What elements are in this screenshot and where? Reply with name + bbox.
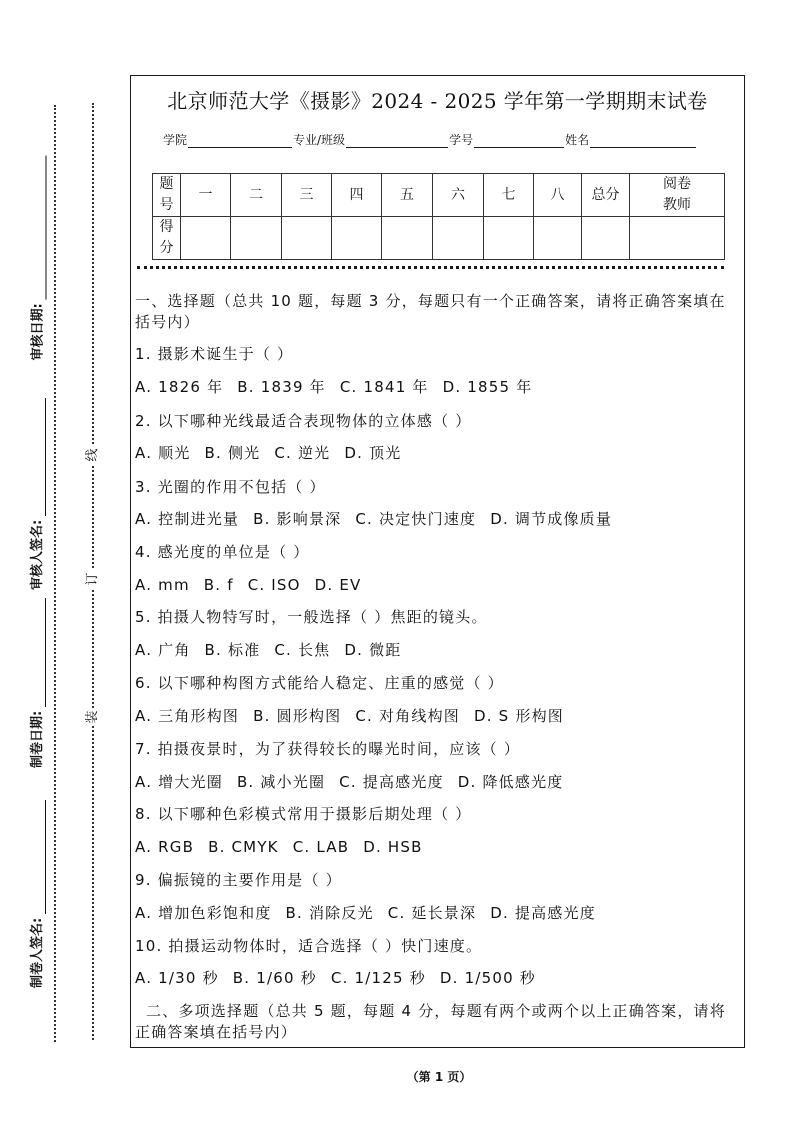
question-7-stem: 7. 拍摄夜景时，为了获得较长的曝光时间，应该（ ）	[135, 740, 521, 758]
question-2-stem: 2. 以下哪种光线最适合表现物体的立体感（ ）	[135, 412, 472, 430]
option-d: D. 1855 年	[442, 378, 533, 396]
option-d: D. EV	[314, 576, 362, 594]
score-cell-4	[332, 217, 382, 260]
option-d: D. 提高感光度	[490, 904, 596, 922]
option-a: A. 增大光圈	[135, 773, 223, 791]
section2-heading: 二、多项选择题（总共 5 题，每题 4 分，每题有两个或两个以上正确答案，请将正确答案填在括号内）	[135, 1002, 726, 1041]
section1-heading: 一、选择题（总共 10 题，每题 3 分，每题只有一个正确答案，请将正确答案填在括号内）	[135, 292, 726, 331]
question-6-stem: 6. 以下哪种构图方式能给人稳定、庄重的感觉（ ）	[135, 674, 504, 692]
compile-date-line	[31, 598, 46, 707]
option-d: D. 调节成像质量	[490, 510, 613, 528]
question-5-stem: 5. 拍摄人物特写时，一般选择（ ）焦距的镜头。	[135, 608, 488, 626]
dotted-separator	[137, 266, 724, 269]
score-cell-8	[534, 217, 582, 260]
score-table	[152, 173, 725, 260]
option-d: D. 顶光	[344, 444, 402, 462]
score-header	[153, 217, 181, 260]
option-b: B. CMYK	[208, 838, 279, 856]
option-a: A. 增加色彩饱和度	[135, 904, 272, 922]
reviewer-signature-label: 审核人签名:	[30, 519, 45, 590]
option-c: C. 1841 年	[339, 378, 429, 396]
question-7-options	[135, 772, 577, 792]
binding-mark-bind: 装	[84, 708, 102, 726]
question-3-stem: 3. 光圈的作用不包括（ ）	[135, 478, 326, 496]
option-c: C. 决定快门速度	[355, 510, 477, 528]
option-b: B. 影响景深	[253, 510, 342, 528]
score-cell-3	[282, 217, 332, 260]
reviewer-label: 阅卷教师	[662, 176, 691, 213]
binding-mark-line: 线	[84, 446, 102, 464]
option-d: D. 1/500 秒	[439, 969, 536, 987]
option-c: C. 提高感光度	[339, 773, 444, 791]
score-cell-total	[582, 217, 630, 260]
question-4-options	[135, 575, 375, 595]
student-id-label: 学号	[449, 133, 474, 147]
reviewer-header	[630, 174, 725, 217]
name-blank	[590, 133, 696, 148]
score-cell-2	[231, 217, 282, 260]
question-3-options	[135, 509, 626, 529]
option-c: C. ISO	[247, 576, 301, 594]
option-a: A. 顺光	[135, 444, 191, 462]
column-header-4: 四	[332, 174, 382, 217]
compiler-signature-label: 制卷人签名:	[30, 917, 45, 988]
option-b: B. f	[203, 576, 234, 594]
question-1-stem: 1. 摄影术诞生于（ ）	[135, 345, 294, 363]
option-c: C. 逆光	[274, 444, 331, 462]
score-table-score-row	[153, 217, 725, 260]
score-cell-1	[181, 217, 231, 260]
column-header-5: 五	[382, 174, 433, 217]
column-header-7: 七	[484, 174, 534, 217]
question-number-header	[153, 174, 181, 217]
option-c: C. 延长景深	[387, 904, 477, 922]
score-cell-6	[433, 217, 484, 260]
score-label: 得分	[159, 219, 174, 256]
option-c: C. 1/125 秒	[330, 969, 426, 987]
option-a: A. RGB	[135, 838, 195, 856]
college-blank	[188, 133, 292, 148]
option-a: A. mm	[135, 576, 190, 594]
option-c: C. 对角线构图	[355, 707, 460, 725]
option-b: B. 1/60 秒	[232, 969, 317, 987]
binding-mark-staple: 订	[84, 570, 102, 588]
column-header-total: 总分	[582, 174, 630, 217]
exam-title: 北京师范大学《摄影》2024 - 2025 学年第一学期期末试卷	[167, 89, 708, 113]
column-header-2: 二	[231, 174, 282, 217]
option-d: D. HSB	[363, 838, 423, 856]
name-label: 姓名	[565, 133, 590, 147]
option-b: B. 1839 年	[237, 378, 326, 396]
option-b: B. 标准	[204, 641, 261, 659]
question-9-stem: 9. 偏振镜的主要作用是（ ）	[135, 871, 342, 889]
option-a: A. 三角形构图	[135, 707, 240, 725]
option-c: C. LAB	[292, 838, 350, 856]
student-info-row	[163, 131, 697, 148]
option-b: B. 消除反光	[285, 904, 374, 922]
option-a: A. 控制进光量	[135, 510, 240, 528]
option-b: B. 侧光	[204, 444, 261, 462]
question-9-options	[135, 903, 610, 923]
question-4-stem: 4. 感光度的单位是（ ）	[135, 543, 310, 561]
binding-dotted-line-outer	[54, 105, 56, 1042]
compiler-signature-field	[30, 800, 46, 988]
column-header-1: 一	[181, 174, 231, 217]
review-date-field	[30, 155, 46, 360]
question-number-label: 题号	[159, 176, 174, 213]
question-6-options	[135, 706, 578, 726]
column-header-3: 三	[282, 174, 332, 217]
major-class-label: 专业/班级	[293, 133, 346, 147]
option-d: D. 降低感光度	[457, 773, 564, 791]
compile-date-field	[30, 598, 46, 768]
review-date-line	[31, 155, 46, 299]
question-5-options	[135, 640, 415, 660]
compile-date-label: 制卷日期:	[30, 710, 45, 768]
option-a: A. 1/30 秒	[135, 969, 219, 987]
reviewer-signature-line	[31, 398, 46, 516]
column-header-6: 六	[433, 174, 484, 217]
score-cell-reviewer	[630, 217, 725, 260]
major-class-blank	[346, 133, 448, 148]
question-8-stem: 8. 以下哪种色彩模式常用于摄影后期处理（ ）	[135, 805, 472, 823]
option-c: C. 长焦	[274, 641, 331, 659]
column-header-8: 八	[534, 174, 582, 217]
option-a: A. 广角	[135, 641, 191, 659]
score-cell-7	[484, 217, 534, 260]
question-10-options	[135, 968, 550, 988]
page-number: （第 1 页）	[406, 1070, 472, 1084]
option-b: B. 圆形构图	[253, 707, 342, 725]
college-label: 学院	[163, 133, 188, 147]
review-date-label: 审核日期:	[30, 302, 45, 360]
score-cell-5	[382, 217, 433, 260]
compiler-signature-line	[31, 800, 46, 914]
question-8-options	[135, 837, 437, 857]
question-10-stem: 10. 拍摄运动物体时，适合选择（ ）快门速度。	[135, 937, 483, 955]
option-a: A. 1826 年	[135, 378, 224, 396]
option-d: D. 微距	[344, 641, 402, 659]
option-d: D. S 形构图	[474, 707, 564, 725]
score-table-header-row	[153, 174, 725, 217]
student-id-blank	[474, 133, 564, 148]
reviewer-signature-field	[30, 398, 46, 590]
option-b: B. 减小光圈	[236, 773, 326, 791]
question-2-options	[135, 443, 415, 463]
question-1-options	[135, 377, 546, 397]
